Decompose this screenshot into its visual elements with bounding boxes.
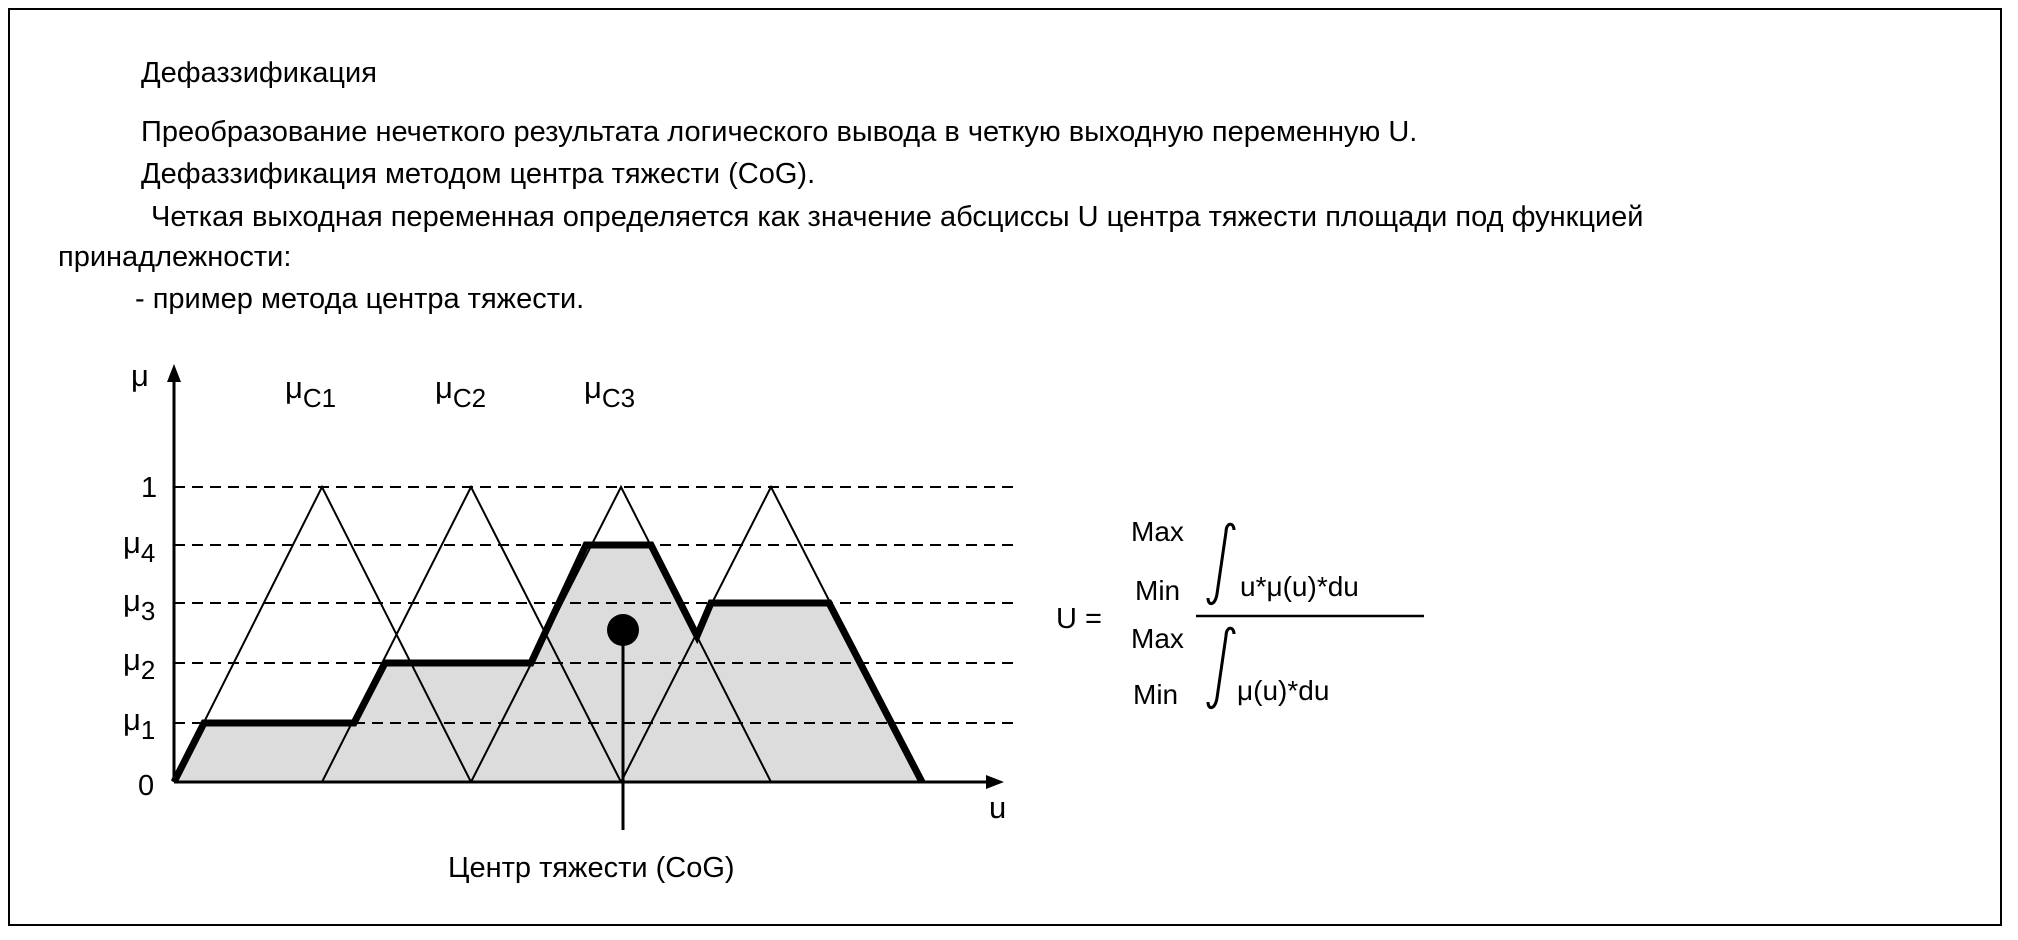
- cog-marker: [607, 614, 639, 646]
- text-line-5: - пример метода центра тяжести.: [135, 283, 585, 315]
- heading: Дефаззификация: [141, 57, 377, 89]
- y-axis-arrow: [167, 364, 181, 382]
- text-line-3: Четкая выходная переменная определяется как значение абсциссы U центра тяжести площади под функцией: [151, 201, 1644, 233]
- formula-den-integrand: μ(u)*du: [1237, 675, 1330, 706]
- level-label-mu4: $\mu_4$: [123, 525, 156, 568]
- text-line-2: Дефаззификация методом центра тяжести (CoG).: [141, 158, 816, 190]
- set-label-c2: $\mu_{C2}$: [435, 370, 487, 413]
- text-line-1: Преобразование нечеткого результата логического вывода в четкую выходную переменную U.: [141, 116, 1418, 148]
- set-label-c1: $\mu_{C1}$: [285, 370, 337, 413]
- formula-num-upper: Max: [1131, 516, 1184, 547]
- level-label-0: 0: [138, 770, 155, 802]
- num-integral-sign-icon: [1208, 524, 1234, 603]
- formula-lhs: U =: [1056, 603, 1102, 635]
- formula-den-upper: Max: [1131, 623, 1184, 654]
- formula-num-lower: Min: [1135, 575, 1181, 606]
- cog-formula: [1056, 516, 1424, 710]
- set-label-c3: $\mu_{C3}$: [584, 370, 636, 413]
- den-integral-sign-icon: [1208, 628, 1234, 707]
- level-label-mu1: $\mu_1$: [123, 702, 156, 745]
- x-axis-arrow: [986, 775, 1004, 789]
- level-label-1: 1: [141, 472, 158, 504]
- x-axis-label: u: [989, 790, 1007, 825]
- y-axis-label: μ: [131, 358, 149, 393]
- formula-den-lower: Min: [1133, 679, 1179, 710]
- formula-num-integrand: u*μ(u)*du: [1240, 571, 1359, 602]
- cog-caption: Центр тяжести (CoG): [448, 852, 735, 884]
- text-line-4: принадлежности:: [58, 241, 292, 273]
- level-label-mu3: $\mu_3$: [123, 583, 156, 626]
- level-label-mu2: $\mu_2$: [123, 642, 156, 685]
